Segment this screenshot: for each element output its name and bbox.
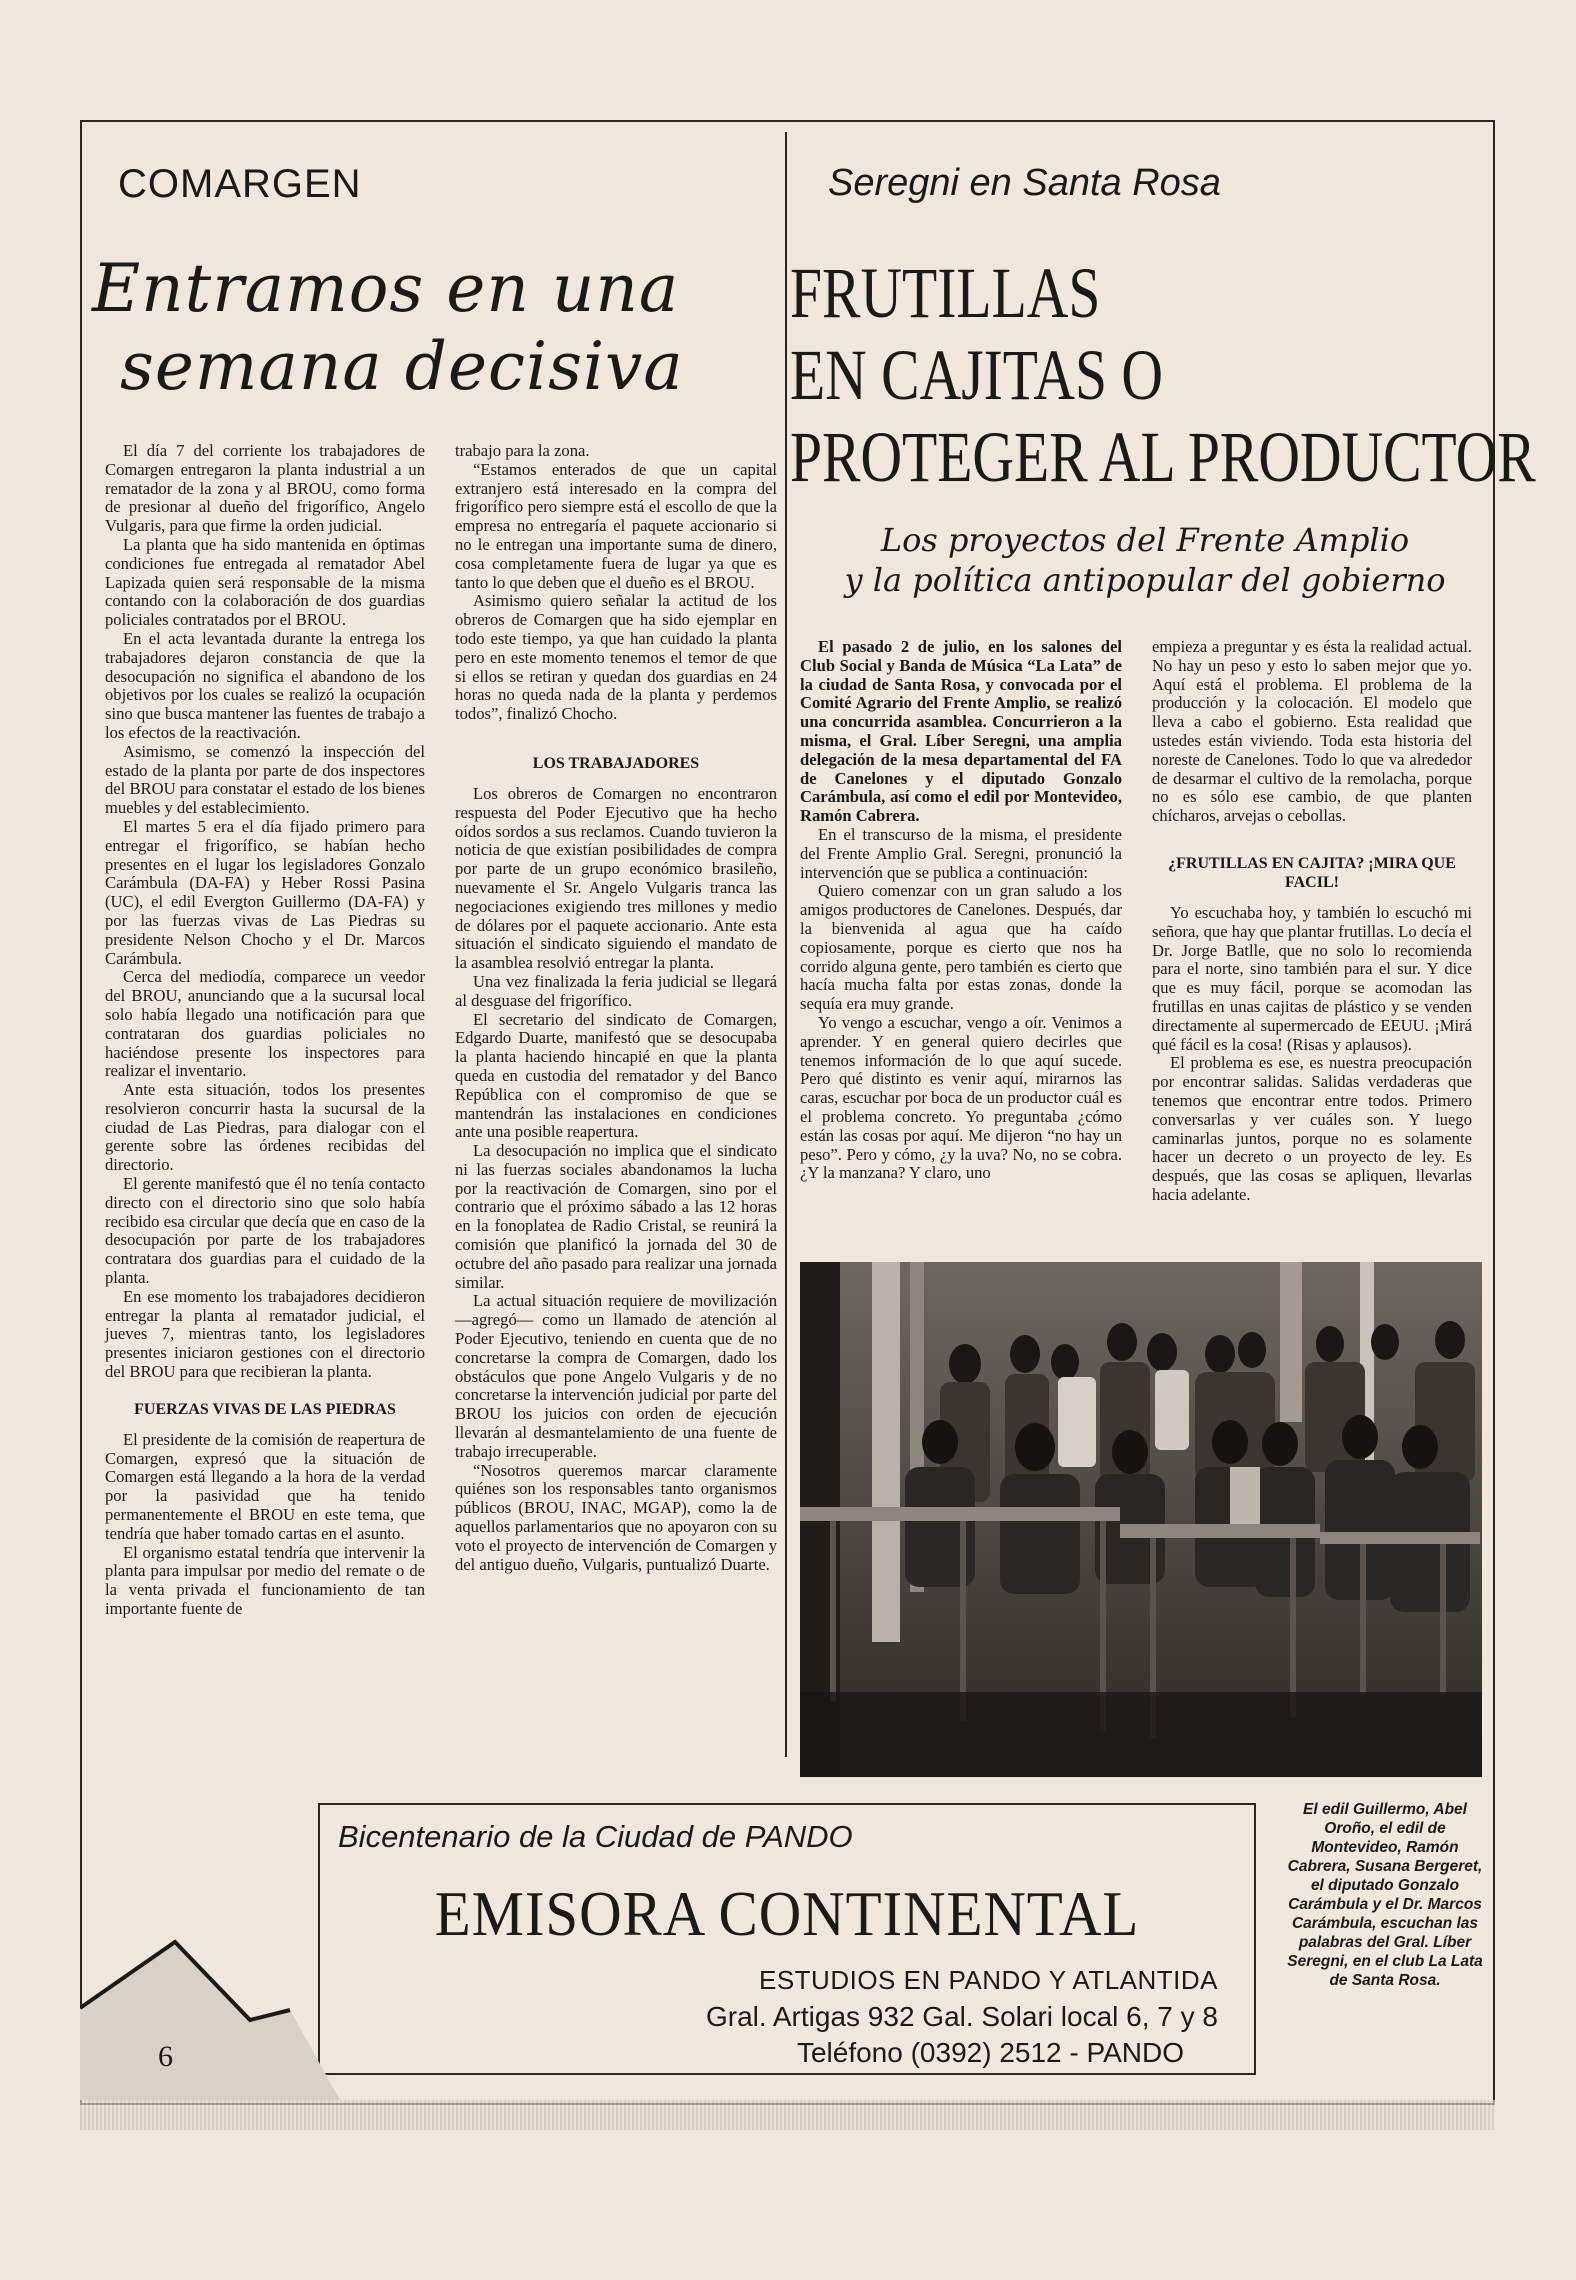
ad-address: Gral. Artigas 932 Gal. Solari local 6, 7 y 8 <box>705 2001 1218 2032</box>
bottom-shade-band <box>80 2100 1495 2130</box>
right-kicker: Seregni en Santa Rosa <box>828 162 1221 204</box>
left-col1-after-paragraph: El organismo estatal tendría que intervenir la planta para impulsar por medio del remate o de la venta privada el funcionamiento de tan importante fuente de <box>105 1542 425 1619</box>
section-heading-fuerzas-vivas: FUERZAS VIVAS DE LAS PIEDRAS <box>134 1400 396 1418</box>
right-col3-paragraph: Yo vengo a escuchar, vengo a oír. Venimos a aprender. Y en general quiero decirles que tenemos información de lo que aquí sucede. Pero qué distinto es venir aquí, mirarnos las caras, escuchar por boca de un productor cuál es el problema concreto. Yo preguntaba ¿cómo están las cosas por aquí. Me dijeron “no hay un peso”. Pero y cómo, ¿y la uva? No, no se cobra. ¿Y la manzana? Y claro, uno <box>800 1012 1122 1183</box>
left-col2-after-paragraph: “Nosotros queremos marcar claramente quiénes son los responsables tanto organismos públicos (BROU, INAC, MGAP), como la de aquellos parlamentarios que no apoyaron con su voto el proyecto de intervención de Comargen y del antiguo dueño, Vulgaris, puntualizó Duarte. <box>455 1460 777 1574</box>
meeting-photo <box>800 1262 1482 1777</box>
ad-station-name: EMISORA CONTINENTAL <box>434 1878 1140 1949</box>
left-col2-after-paragraph: La desocupación no implica que el sindicato ni las fuerzas sociales abandonamos la lucha por la reactivación de Comargen, sino por el contrario que el próximo sábado a las 12 horas en la fonoplatea de Radio Cristal, se reunirá la comisión que planificó la jornada del 30 de octubre del año pasado para realizar una jornada similar. <box>455 1141 777 1292</box>
right-subheadline-line2: y la política antipopular del gobierno <box>844 561 1446 599</box>
left-headline <box>92 250 772 406</box>
left-headline-line2: semana decisiva <box>120 328 684 405</box>
right-subheadline-line1: Los proyectos del Frente Amplio <box>880 521 1410 559</box>
right-col4-after-paragraph: Yo escuchaba hoy, y también lo escuchó mi señora, que hay que plantar frutillas. Lo decía el Dr. Jorge Batlle, que no solo lo recomienda para el norte, sino también para el sur. Y dice que es muy fácil, porque se acomodan las frutillas en unas cajitas de plástico y se venden directamente al supermercado de EEUU. ¡Mirá qué fácil es la cosa! (Risas y aplausos). <box>1152 902 1472 1054</box>
left-col1-paragraph: Cerca del mediodía, comparece un veedor del BROU, anunciando que a la sucursal local solo había llegado una notificación para que contrataran dos guardias policiales no haciéndose presente los inspectores para realizar el inventario. <box>105 967 425 1081</box>
right-headline-line2: EN CAJITAS O <box>790 335 1163 415</box>
mountain-corner-graphic <box>80 1930 340 2100</box>
left-col1-paragraph: En ese momento los trabajadores decidieron entregar la planta al rematador judicial, el jueves 7, mientras tanto, los legisladores presentes iniciaron gestiones con el directorio del BROU para que recibieran la planta. <box>105 1286 425 1382</box>
right-col4-paragraph: empieza a preguntar y es ésta la realidad actual. No hay un peso y esto lo saben mejor que yo. Aquí está el problema. El problema de la producción y la colocación. El modelo que lleva a cabo el gobierno. Esta realidad que ustedes están viviendo. Toda esta historia del noreste de Canelones. Todo lo que va alrededor de desarmar el cultivo de la remolacha, porque no es sólo ese cambio, de que planten chícharos, arvejas o cebollas. <box>1152 637 1472 826</box>
left-col2-after-paragraph: Una vez finalizada la feria judicial se llegará al desguase del frigorífico. <box>455 971 777 1010</box>
right-headline-line3: PROTEGER AL PRODUCTOR <box>790 417 1536 497</box>
left-col2-after-paragraph: Los obreros de Comargen no encontraron respuesta del Poder Ejecutivo que ha hecho oídos sordos a sus reclamos. Cuando tuvieron la noticia de que existían posibilidades de compra por parte de un grupo económico brasileño, nuevamente el Sr. Angelo Vulgaris tranca las negociaciones exigiendo tres millones y medio de dólares por el paquete accionario. Ante esta situación el sindicato siguiendo el mandato de la asamblea resolvió entregar la planta. <box>455 783 777 973</box>
right-col3-paragraph: En el transcurso de la misma, el presidente del Frente Amplio Gral. Seregni, pronunció la intervención que se publica a continuación: <box>800 824 1122 882</box>
left-col1-paragraph: El gerente manifestó que él no tenía contacto directo con el directorio sino que solo había recibido esa circular que decía que en caso de la desocupación por parte de los trabajadores contratara dos guardias para el cuidado de la planta. <box>105 1174 425 1288</box>
left-column-1 <box>105 442 425 1619</box>
right-headline-line1: FRUTILLAS <box>790 253 1101 333</box>
left-col2-after-paragraph: El secretario del sindicato de Comargen, Edgardo Duarte, manifestó que se desocupaba la planta haciendo hincapié en que la planta queda en custodia del rematador y del Banco República con el compromiso de que se mantendrán las instalaciones en condiciones ante una posible reapertura. <box>455 1009 777 1142</box>
right-subheadline <box>800 520 1490 600</box>
left-col1-after-paragraph: El presidente de la comisión de reapertura de Comargen, expresó que la situación de Comargen está llegando a la hora de la verdad por la pasividad que ha tenido permanentemente el BROU en este tema, que tendría que haber tomado cartas en el asunto. <box>105 1429 425 1543</box>
left-col1-paragraph: El martes 5 era el día fijado primero para entregar el frigorífico, se habían hecho presentes en el lugar los legisladores Gonzalo Carámbula (DA-FA) y Heber Rossi Pasina (UC), el edil Evergton Guillermo (DA-FA) y por las fuerzas vivas de Las Piedras su presidente Nelson Chocho y el Dr. Marcos Carámbula. <box>105 816 425 968</box>
section-heading-frutillas: ¿FRUTILLAS EN CAJITA? ¡MIRA QUE FACIL! <box>1168 854 1456 891</box>
left-column-2 <box>455 442 777 1574</box>
left-headline-line1: Entramos en una <box>92 250 680 327</box>
ad-phone: Teléfono (0392) 2512 - PANDO <box>796 2037 1184 2068</box>
left-col1-paragraph: El día 7 del corriente los trabajadores de Comargen entregaron la planta industrial a un rematador de la zona y al BROU, como forma de presionar al dueño del frigorífico, Angelo Vulgaris, para que firme la orden judicial. <box>105 441 425 536</box>
right-col3-paragraph: Quiero comenzar con un gran saludo a los amigos productores de Canelones. Después, dar la bienvenida al agua que ha caído copiosamente, porque es cierto que nos ha corrido alguna gente, pero también es cierto que hacía mucha falta por estas zonas, donde la sequía era muy grande. <box>800 881 1122 1014</box>
left-col2-paragraph: “Estamos enterados de que un capital extranjero está interesado en la compra del frigorífico pero siempre está el escollo de que la empresa no entregaría el paquete accionario si no le entregan una importante suma de dinero, cosa completamente fuera de lugar ya que es tanto lo que deben que el dueño es el BROU. <box>455 459 777 592</box>
left-kicker: COMARGEN <box>118 162 362 206</box>
left-col2-after-paragraph: La actual situación requiere de movilización —agregó— como un llamado de atención al Poder Ejecutivo, teniendo en cuenta que de no concretarse la compra de Comargen, dado los obstáculos que pone Angelo Vulgaris y de no concretarse la intervención judicial por parte del BROU los juicios con orden de ejecución llevarán al desmantelamiento de una fuente de trabajo irrecuperable. <box>455 1291 777 1461</box>
section-heading-trabajadores: LOS TRABAJADORES <box>532 754 700 772</box>
lead-paragraph: El pasado 2 de julio, en los salones del Club Social y Banda de Música “La Lata” de la ciudad de Santa Rosa, y convocada por el Comité Agrario del Frente Amplio, se realizó una concurrida asamblea. Concurrieron a la misma, el Gral. Líber Seregni, una amplia delegación de la mesa departamental del FA de Canelones y el diputado Gonzalo Carámbula, así como el edil por Montevideo, Ramón Cabrera. <box>800 637 1122 826</box>
left-col1-paragraph: En el acta levantada durante la entrega los trabajadores dejaron constancia de que la desocupación no significa el abandono de los objetivos por los cuales se realizó la ocupación sino que busca mantener las fuentes de trabajo a los efectos de la reactivación. <box>105 628 425 742</box>
meeting-photo-illustration <box>800 1262 1482 1777</box>
ad-bicentenario: Bicentenario de la Ciudad de PANDO <box>338 1819 853 1854</box>
right-col4-after-paragraph: El problema es ese, es nuestra preocupación por encontrar salidas. Salidas verdaderas que tenemos que encontrar entre todos. Primero conversarlas y ver cuáles son. Y luego caminarlas juntos, porque no es solamente hacer un decreto o un proyecto de ley. Es después, que las cosas se apliquen, llevarlas hacia adelante. <box>1152 1053 1472 1204</box>
photo-caption: El edil Guillermo, Abel Oroño, el edil de Montevideo, Ramón Cabrera, Susana Bergeret, el diputado Gonzalo Carámbula y el Dr. Marcos Carámbula, escuchan las palabras del Gral. Líber Seregni, en el club La Lata de Santa Rosa. <box>1287 1801 1483 1989</box>
left-col2-paragraph: Asimismo quiero señalar la actitud de los obreros de Comargen que ha sido ejemplar en todo este tiempo, ya que han cuidado la planta pero en este momento tenemos el temor de que si ellos se retiran y quedan dos guardias en 24 horas no queda nada de la planta y perdemos todos”, finalizó Chocho. <box>455 591 777 724</box>
right-column-1 <box>800 638 1122 1183</box>
column-divider <box>785 132 787 1757</box>
ad-studios: ESTUDIOS EN PANDO Y ATLANTIDA <box>758 1965 1218 1995</box>
right-headline <box>790 252 1536 498</box>
advertisement-box <box>318 1803 1256 2075</box>
left-col1-paragraph: Ante esta situación, todos los presentes resolvieron concurrir hasta la sucursal de la ciudad de Las Piedras, para dialogar con el gerente sobre las órdenes recibidas del directorio. <box>105 1080 425 1175</box>
right-column-2 <box>1152 638 1472 1205</box>
page-number: 6 <box>158 2040 173 2073</box>
left-col1-paragraph: La planta que ha sido mantenida en óptimas condiciones fue entregada al rematador Abel Lapizada quien será responsable de la misma contando con la colaboración de dos guardias policiales contratados por el BROU. <box>105 534 425 630</box>
left-col2-paragraph: trabajo para la zona. <box>455 441 590 460</box>
left-col1-paragraph: Asimismo, se comenzó la inspección del estado de la planta por parte de dos inspectores del BROU para constatar el estado de los bienes muebles y del establecimiento. <box>105 741 425 818</box>
